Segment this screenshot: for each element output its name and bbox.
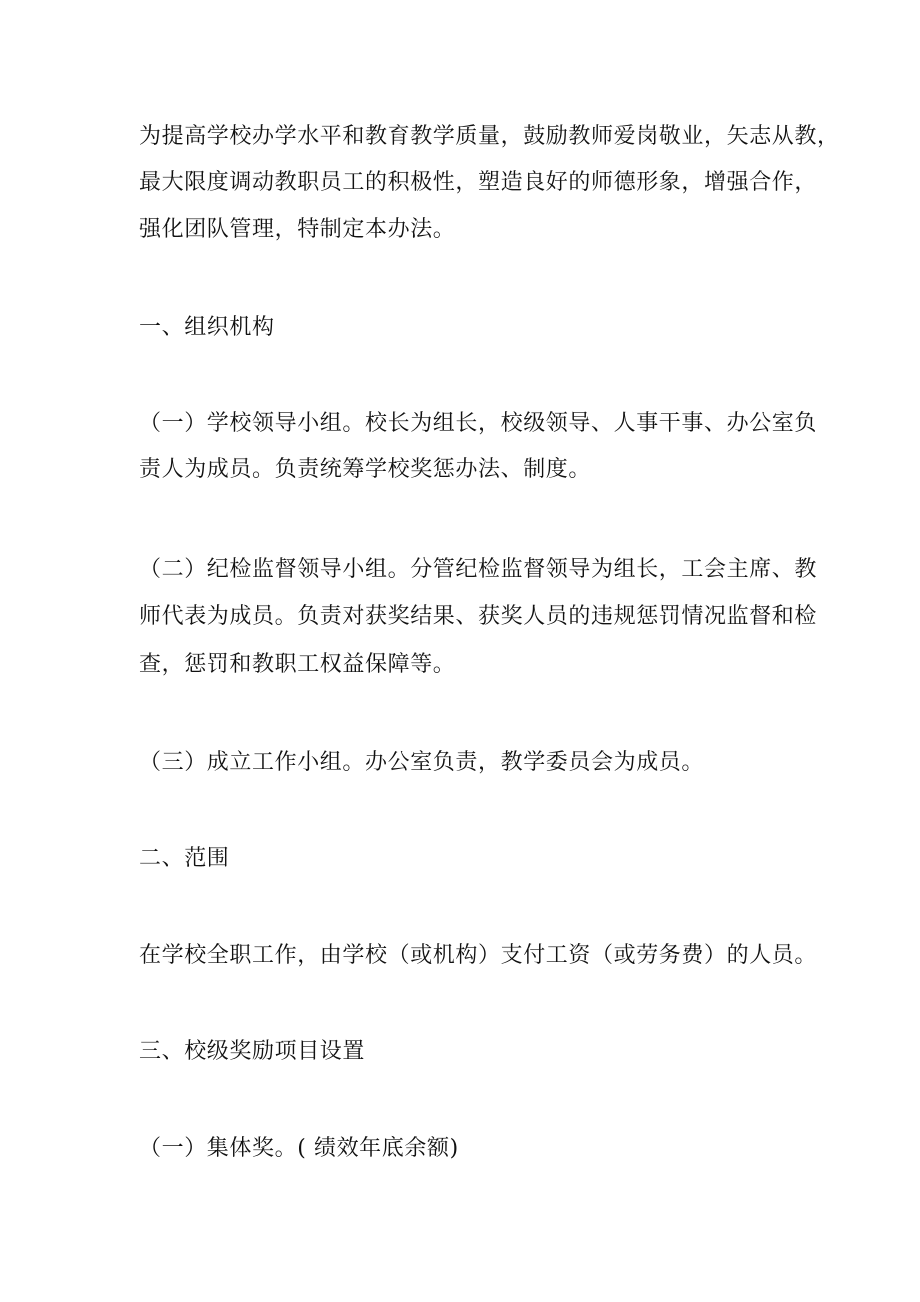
section-2-heading: 二、范围	[139, 846, 230, 871]
section-1-item-2-line-1: （二）纪检监督领导小组。分管纪检监督领导为组长，工会主席、教	[139, 557, 818, 582]
intro-line-2: 最大限度调动教职员工的积极性，塑造良好的师德形象，增强合作，	[139, 170, 818, 195]
section-2-body: 在学校全职工作，由学校（或机构）支付工资（或劳务费）的人员。	[139, 943, 818, 968]
intro-line-1: 为提高学校办学水平和教育教学质量，鼓励教师爱岗敬业，矢志从教，	[139, 124, 840, 149]
intro-line-3: 强化团队管理，特制定本办法。	[139, 217, 456, 242]
section-3-heading: 三、校级奖励项目设置	[139, 1039, 366, 1064]
section-1-item-1-line-2: 责人为成员。负责统筹学校奖惩办法、制度。	[139, 457, 592, 482]
section-1-item-3: （三）成立工作小组。办公室负责，教学委员会为成员。	[139, 750, 705, 775]
section-1-item-2-line-3: 查，惩罚和教职工权益保障等。	[139, 652, 456, 677]
section-1-item-1-line-1: （一）学校领导小组。校长为组长，校级领导、人事干事、办公室负	[139, 411, 818, 436]
section-1-item-2-line-2: 师代表为成员。负责对获奖结果、获奖人员的违规惩罚情况监督和检	[139, 604, 818, 629]
section-3-item-1: （一）集体奖。( 绩效年底余额)	[139, 1136, 459, 1161]
section-1-heading: 一、组织机构	[139, 315, 275, 340]
